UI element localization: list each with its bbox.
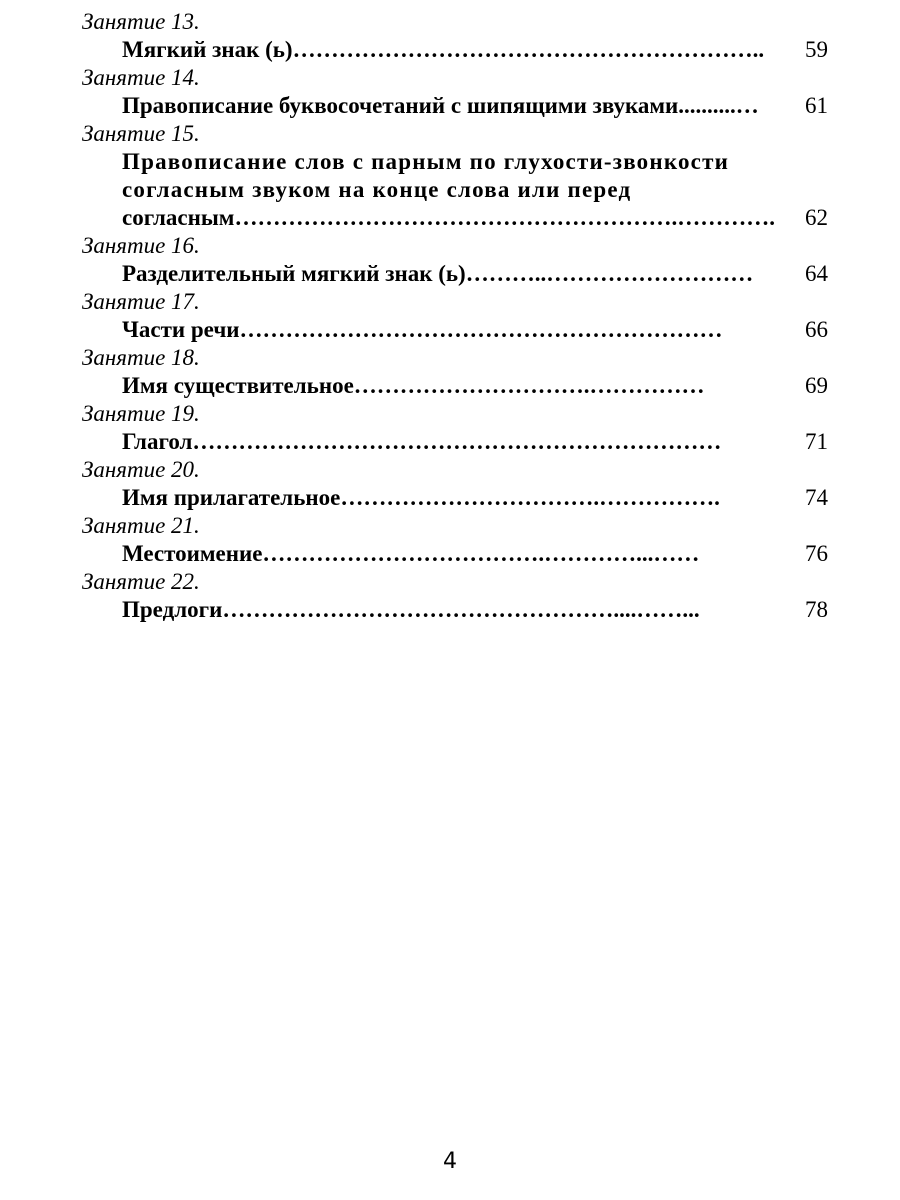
toc-entry[interactable] <box>82 36 828 64</box>
toc-entry-title: Разделительный мягкий знак (ь)………..……………………… <box>122 261 754 286</box>
lesson-label: Занятие 22. <box>82 569 200 594</box>
toc-entry[interactable] <box>82 596 828 624</box>
lesson-label: Занятие 13. <box>82 9 200 34</box>
toc-entry-title: Части речи……………………………………………………… <box>122 317 723 342</box>
lesson-label: Занятие 20. <box>82 457 200 482</box>
lesson-label: Занятие 19. <box>82 401 200 426</box>
toc-entry-title: Правописание буквосочетаний с шипящими звуками..........… <box>122 93 759 118</box>
toc-entry-page: 69 <box>805 373 828 398</box>
toc-entry-title: Глагол…………………………………………………………… <box>122 429 722 454</box>
toc-entry-title: Мягкий знак (ь)…………………………………………………….. <box>122 37 765 62</box>
toc-entry[interactable] <box>82 484 828 512</box>
toc-entry-title: Местоимение……………………………….…………...…… <box>122 541 700 566</box>
toc-entry[interactable] <box>82 428 828 456</box>
toc-entry[interactable] <box>82 148 828 232</box>
toc-entry-title: Предлоги……………………………………………....……... <box>122 597 700 622</box>
lesson-label: Занятие 17. <box>82 289 200 314</box>
lesson-label: Занятие 16. <box>82 233 200 258</box>
page-number: 4 <box>443 1149 457 1174</box>
toc-entry-title-line: согласным звуком на конце слова или перед <box>122 177 632 202</box>
toc-entry[interactable] <box>82 316 828 344</box>
lesson-label: Занятие 18. <box>82 345 200 370</box>
toc-entry-title: Имя существительное………………………….…………… <box>122 373 705 398</box>
toc-entry[interactable] <box>82 92 828 120</box>
lesson-label: Занятие 15. <box>82 121 200 146</box>
toc-entry-title-line: Правописание слов с парным по глухости-звонкости <box>122 149 730 174</box>
table-of-contents <box>82 8 828 624</box>
toc-entry[interactable] <box>82 372 828 400</box>
toc-entry[interactable] <box>82 260 828 288</box>
toc-entry-page: 59 <box>805 37 828 62</box>
toc-entry-page: 74 <box>805 485 828 510</box>
lesson-label: Занятие 14. <box>82 65 200 90</box>
toc-entry-title: Имя прилагательное…………………………….……………. <box>122 485 720 510</box>
toc-entry-page: 66 <box>805 317 828 342</box>
toc-entry-page: 78 <box>805 597 828 622</box>
toc-entry-title: согласным………………………………………………….…………. <box>122 205 775 230</box>
toc-entry-page: 61 <box>805 93 828 118</box>
toc-entry-page: 71 <box>805 429 828 454</box>
toc-entry-page: 64 <box>805 261 828 286</box>
toc-entry-page: 62 <box>805 205 828 230</box>
toc-entry[interactable] <box>82 540 828 568</box>
lesson-label: Занятие 21. <box>82 513 200 538</box>
toc-entry-page: 76 <box>805 541 828 566</box>
